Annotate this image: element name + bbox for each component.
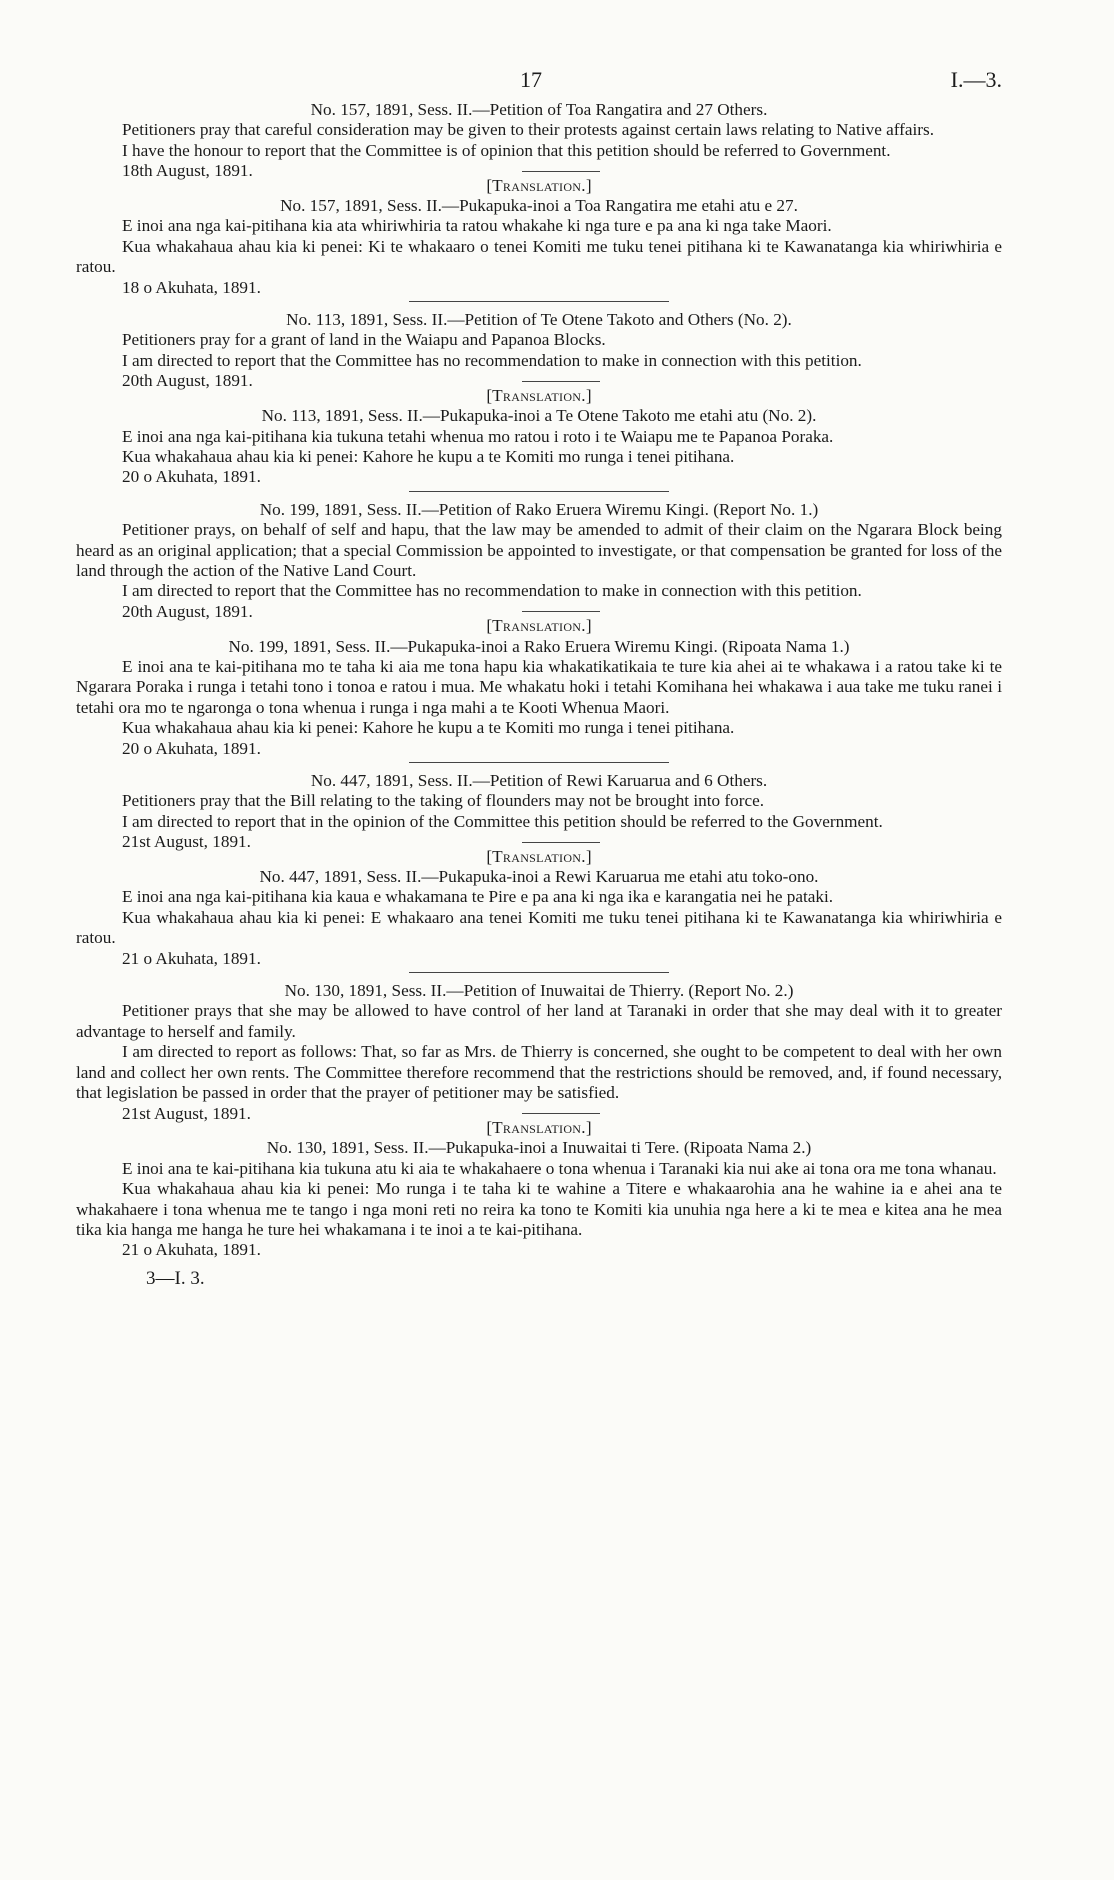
maori-date: 18 o Akuhata, 1891. xyxy=(122,277,261,297)
translation-label: Translation. xyxy=(492,846,586,866)
translation-heading: [Translation.] xyxy=(486,616,592,636)
translation-label: Translation. xyxy=(492,385,586,405)
petition-prayer: Petitioner prays, on behalf of self and hapu, that the law may be amended to admit of their claim on the Ngarara Block being heard as an original application; that a special Commission be appointed to investigate, or that compensation be granted for loss of the land through the action of the Native Land Court. xyxy=(76,520,1002,580)
maori-date: 20 o Akuhata, 1891. xyxy=(122,738,261,758)
maori-report: Kua whakahaua ahau kia ki penei: Kahore he kupu a te Komiti mo runga i tenei pitihana. xyxy=(122,446,735,466)
page-header xyxy=(76,0,1002,100)
petition-title: No. 199, 1891, Sess. II.—Petition of Rako Eruera Wiremu Kingi. (Report No. 1.) xyxy=(259,499,819,519)
translation-heading: [Translation.] xyxy=(486,846,592,866)
petition-section xyxy=(76,981,1002,1261)
document-reference: I.—3. xyxy=(950,67,1002,92)
maori-report: Kua whakahaua ahau kia ki penei: E whakaaro ana tenei Komiti me tuku tenei pitihana ki te Kawanatanga kia whiriwhiria e ratou. xyxy=(76,907,1002,948)
maori-date: 21 o Akuhata, 1891. xyxy=(122,948,261,968)
maori-report: Kua whakahaua ahau kia ki penei: Ki te whakaaro o tenei Komiti me tuku tenei pitihana ki te Kawanatanga kia whiriwhiria e ratou. xyxy=(76,236,1002,277)
translation-heading: [Translation.] xyxy=(486,175,592,195)
petition-title: No. 113, 1891, Sess. II.—Petition of Te Otene Takoto and Others (No. 2). xyxy=(286,310,792,330)
report-date: 20th August, 1891. xyxy=(122,601,253,621)
maori-title: No. 199, 1891, Sess. II.—Pukapuka-inoi a Rako Eruera Wiremu Kingi. (Ripoata Nama 1.) xyxy=(228,636,850,656)
petition-title: No. 447, 1891, Sess. II.—Petition of Rewi Karuarua and 6 Others. xyxy=(310,771,768,790)
report-date: 21st August, 1891. xyxy=(122,832,251,852)
maori-date: 21 o Akuhata, 1891. xyxy=(122,1240,261,1260)
translation-heading: [Translation.] xyxy=(486,1117,592,1137)
section-separator xyxy=(409,491,669,492)
report-date: 21st August, 1891. xyxy=(122,1103,251,1123)
document-page xyxy=(76,0,1002,1289)
report-date: 20th August, 1891. xyxy=(122,371,253,391)
committee-report: I am directed to report that in the opinion of the Committee this petition should be referred to the Government. xyxy=(122,811,883,831)
section-separator xyxy=(409,762,669,763)
translation-label: Translation. xyxy=(492,616,586,636)
maori-prayer: E inoi ana nga kai-pitihana kia kaua e whakamana te Pire e pa ana ki nga ika e karangatia nei he pataki. xyxy=(122,887,834,907)
maori-title: No. 130, 1891, Sess. II.—Pukapuka-inoi a Inuwaitai ti Tere. (Ripoata Nama 2.) xyxy=(266,1138,812,1158)
maori-title: No. 113, 1891, Sess. II.—Pukapuka-inoi a Te Otene Takoto me etahi atu (No. 2). xyxy=(261,406,817,426)
maori-report: Kua whakahaua ahau kia ki penei: Mo runga i te taha ki te wahine a Titere e whakaarohia ana he wahine ia e ahei ana te whakahaere i tona whenua me te tango i nga moni reti no reira ka tono te Komiti kia unuhia nga here a ki te mea e kitea ana he mea tika kia hanga me hanga he ture hei whakamana i te inoi a te kai-pitihana. xyxy=(76,1179,1002,1239)
maori-prayer: E inoi ana nga kai-pitihana kia ata whiriwhiria ta ratou whakahe ki nga ture e pa ana ki nga take Maori. xyxy=(122,216,832,236)
petition-prayer: Petitioners pray that the Bill relating to the taking of flounders may not be brought into force. xyxy=(122,791,764,811)
petition-title: No. 130, 1891, Sess. II.—Petition of Inuwaitai de Thierry. (Report No. 2.) xyxy=(284,981,794,1001)
report-date: 18th August, 1891. xyxy=(122,161,253,181)
maori-report: Kua whakahaua ahau kia ki penei: Kahore he kupu a te Komiti mo runga i tenei pitihana. xyxy=(122,718,735,738)
petition-prayer: Petitioners pray for a grant of land in the Waiapu and Papanoa Blocks. xyxy=(122,330,606,350)
petition-prayer: Petitioner prays that she may be allowed to have control of her land at Taranaki in order that she may deal with it to greater advantage to herself and family. xyxy=(76,1001,1002,1041)
petition-section xyxy=(76,500,1002,763)
section-separator xyxy=(409,972,669,973)
maori-prayer: E inoi ana nga kai-pitihana kia tukuna tetahi whenua mo ratou i roto i te Waiapu me te Papanoa Poraka. xyxy=(122,426,834,446)
divider-rule xyxy=(522,171,600,172)
maori-prayer: E inoi ana te kai-pitihana mo te taha ki aia me tona hapu kia whakatikatikaia te ture kia ahei ai te whakawa i a ratou take ki te Ngarara Poraka i runga i tetahi tono i tonoa e ratou i mua. Me whakatu hoki i tetahi Komihana hei whakawa i aua take me tuku ranei i tetahi ora mo te ngaronga o tona whenua i runga i nga mahi a te Kooti Whenua Maori. xyxy=(76,656,1002,717)
divider-rule xyxy=(522,381,600,382)
petition-title: No. 157, 1891, Sess. II.—Petition of Toa Rangatira and 27 Others. xyxy=(310,100,768,119)
committee-report: I am directed to report that the Committee has no recommendation to make in connection with this petition. xyxy=(122,350,862,370)
maori-title: No. 447, 1891, Sess. II.—Pukapuka-inoi a Rewi Karuarua me etahi atu toko-ono. xyxy=(259,867,819,887)
petition-section xyxy=(76,100,1002,302)
committee-report: I am directed to report that the Committee has no recommendation to make in connection with this petition. xyxy=(122,581,862,601)
divider-rule xyxy=(522,611,600,612)
translation-label: Translation. xyxy=(492,175,586,195)
committee-report: I am directed to report as follows: That, so far as Mrs. de Thierry is concerned, she ought to be competent to deal with her own land and collect her own rents. The Committee therefore recommend that the restrictions should be removed, and, if found necessary, that legislation be passed in order that the prayer of petitioner may be satisfied. xyxy=(76,1042,1002,1103)
translation-label: Translation. xyxy=(492,1117,586,1137)
maori-prayer: E inoi ana te kai-pitihana kia tukuna atu ki aia te whakahaere o tona whenua i Taranaki kia nui ake ai tona ora me tona whanau. xyxy=(122,1158,997,1178)
petition-section xyxy=(76,771,1002,973)
maori-title: No. 157, 1891, Sess. II.—Pukapuka-inoi a Toa Rangatira me etahi atu e 27. xyxy=(280,196,798,216)
divider-rule xyxy=(522,842,600,843)
section-separator xyxy=(409,301,669,302)
petition-section xyxy=(76,310,1002,492)
page-number: 17 xyxy=(520,67,542,92)
translation-heading: [Translation.] xyxy=(486,385,592,405)
committee-report: I have the honour to report that the Committee is of opinion that this petition should be referred to Government. xyxy=(122,140,891,160)
signature-mark: 3—I. 3. xyxy=(146,1267,205,1289)
maori-date: 20 o Akuhata, 1891. xyxy=(122,467,261,487)
divider-rule xyxy=(522,1113,600,1114)
petition-prayer: Petitioners pray that careful consideration may be given to their protests against certain laws relating to Native affairs. xyxy=(122,120,935,140)
